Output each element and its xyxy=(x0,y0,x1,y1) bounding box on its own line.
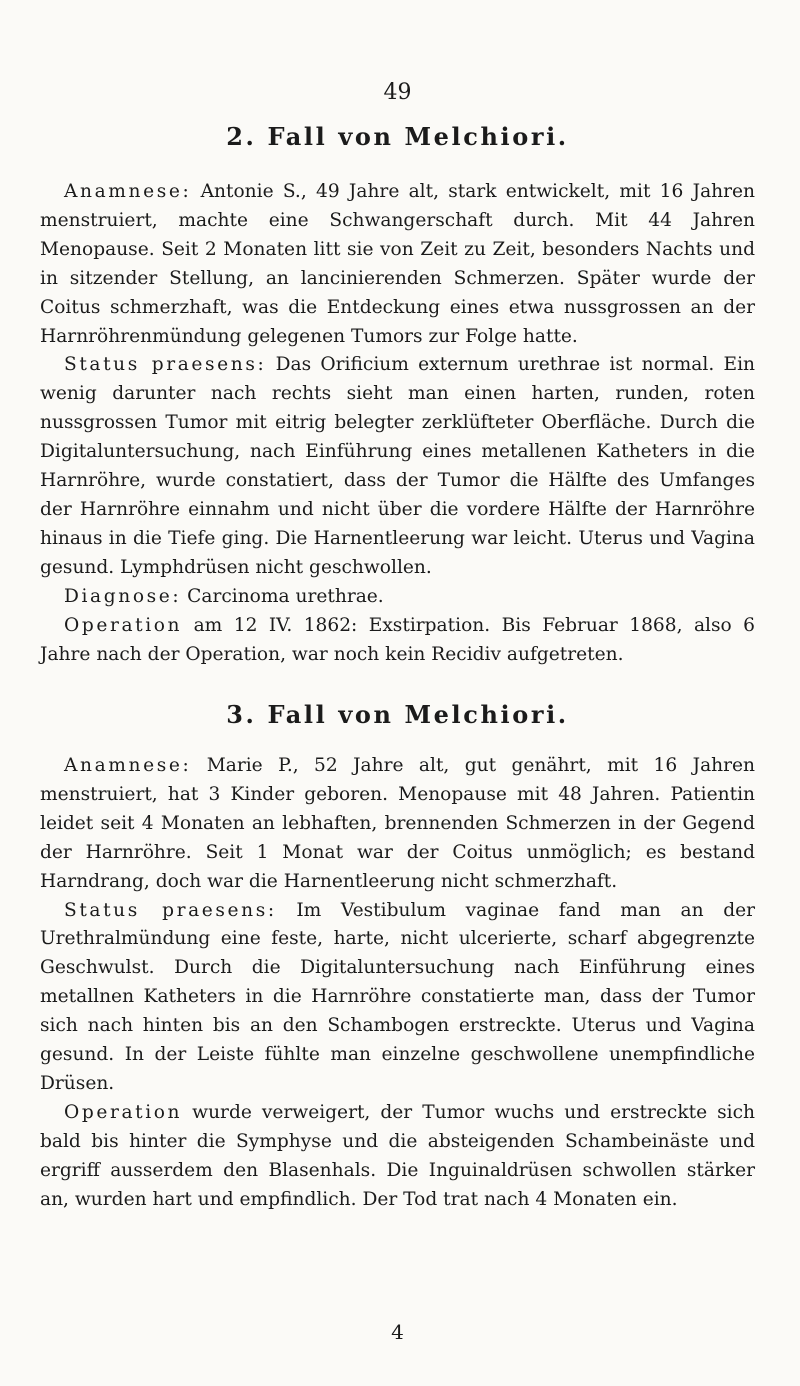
paragraph-label: Status praesens: xyxy=(64,899,277,921)
case-3-status xyxy=(40,897,755,1099)
paragraph-text: am 12 IV. 1862: Exstirpation. Bis Februar 1868, also 6 Jahre nach der Operation, war noch kein Recidiv aufgetreten. xyxy=(40,614,755,665)
case-2-heading: 2. Fall von Melchiori. xyxy=(226,122,569,151)
paragraph-text: Carcinoma urethrae. xyxy=(181,585,384,607)
document-page xyxy=(40,0,755,1386)
case-3-heading: 3. Fall von Melchiori. xyxy=(226,700,569,729)
paragraph-text: Antonie S., 49 Jahre alt, stark entwickelt, mit 16 Jahren menstruiert, machte eine Schwangerschaft durch. Mit 44 Jahren Menopause. Seit 2 Monaten litt sie von Zeit zu Zeit, besonders Nachts und in sitzender Stellung, an lancinierenden Schmerzen. Später wurde der Coitus schmerzhaft, was die Entdeckung eines etwa nussgrossen an der Harnröhrenmündung gelegenen Tumors zur Folge hatte. xyxy=(40,181,755,347)
case-3-anamnese xyxy=(40,752,755,897)
paragraph-text: wurde verweigert, der Tumor wuchs und erstreckte sich bald bis hinter die Symphyse und die absteigenden Schambeinäste und ergriff ausserdem den Blasenhals. Die Inguinaldrüsen schwollen stärker an, wurden hart und empfindlich. Der Tod trat nach 4 Monaten ein. xyxy=(40,1101,755,1210)
page-number: 49 xyxy=(383,80,412,105)
paragraph-label: Operation xyxy=(64,614,183,636)
case-2-status xyxy=(40,351,755,582)
paragraph-label: Operation xyxy=(64,1101,183,1123)
paragraph-label: Diagnose: xyxy=(64,585,182,607)
case-2-anamnese xyxy=(40,178,755,351)
case-2-diagnose xyxy=(40,583,755,612)
case-2-section xyxy=(40,178,755,669)
signature-mark: 4 xyxy=(391,1320,404,1344)
paragraph-text: Das Orificium externum urethrae ist normal. Ein wenig darunter nach rechts sieht man einen harten, runden, roten nussgrossen Tumor mit eitrig belegter zerklüfteter Oberfläche. Durch die Digitaluntersuchung, nach Einführung eines metallenen Katheters in die Harnröhre, wurde constatiert, dass der Tumor die Hälfte des Umfanges der Harnröhre einnahm und nicht über die vordere Hälfte der Harnröhre hinaus in die Tiefe ging. Die Harnentleerung war leicht. Uterus und Vagina gesund. Lymphdrüsen nicht geschwollen. xyxy=(40,354,755,578)
paragraph-label: Anamnese: xyxy=(64,755,192,776)
case-2-operation xyxy=(40,612,755,670)
paragraph-label: Status praesens: xyxy=(64,354,267,376)
paragraph-text: Marie P., 52 Jahre alt, gut genährt, mit 16 Jahren menstruiert, hat 3 Kinder geboren. Menopause mit 48 Jahren. Patientin leidet seit 4 Monaten an lebhaften, brennenden Schmerzen in der Gegend der Harnröhre. Seit 1 Monat war der Coitus unmöglich; es bestand Harndrang, doch war die Harnentleerung nicht schmerzhaft. xyxy=(40,755,755,892)
paragraph-text: Im Vestibulum vaginae fand man an der Urethralmündung eine feste, harte, nicht ulcerierte, scharf abgegrenzte Geschwulst. Durch die Digitaluntersuchung nach Einführung eines metallnen Katheters in die Harnröhre constatierte man, dass der Tumor sich nach hinten bis an den Schambogen erstreckte. Uterus und Vagina gesund. In der Leiste fühlte man einzelne geschwollene unempfindliche Drüsen. xyxy=(40,899,755,1094)
case-3-section xyxy=(40,752,755,1215)
paragraph-label: Anamnese: xyxy=(64,181,192,202)
case-3-operation xyxy=(40,1099,755,1215)
